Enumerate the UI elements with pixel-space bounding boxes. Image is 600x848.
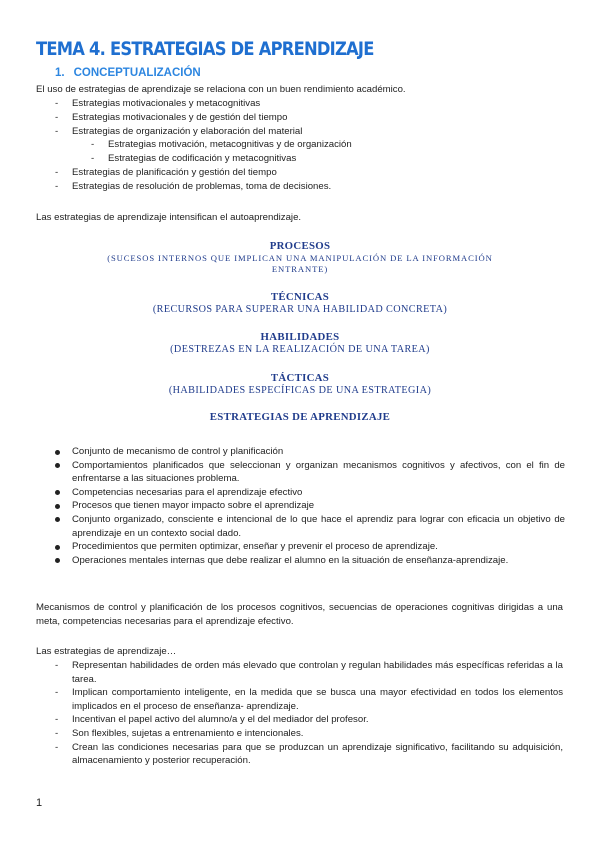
habilidades-desc: (DESTREZAS EN LA REALIZACIÓN DE UNA TAREA) bbox=[170, 344, 430, 355]
dash-marker: - bbox=[91, 153, 95, 165]
definition-text: Comportamientos planificados que seleccionan y organizan mecanismos cognitivos y afectivos, con el fin de enfrentarse a las situaciones problema. bbox=[72, 459, 565, 485]
definition-text: Operaciones mentales internas que debe realizar el alumno en la situación de enseñanza-aprendizaje. bbox=[72, 554, 509, 566]
list-item bbox=[55, 166, 565, 180]
tacticas-desc: (HABILIDADES ESPECÍFICAS DE UNA ESTRATEGIA) bbox=[168, 385, 432, 396]
estrategias-title: ESTRATEGIAS DE APRENDIZAJE bbox=[209, 411, 391, 423]
bullet-dot-icon bbox=[55, 450, 60, 455]
dash-marker: - bbox=[55, 111, 59, 123]
sub-list-item bbox=[91, 152, 565, 166]
characteristic-text: Representan habilidades de orden más elevado que controlan y regulan habilidades más específicas referidas a la tarea. bbox=[72, 660, 563, 685]
characteristic-text: Son flexibles, sujetas a entrenamiento e intencionales. bbox=[72, 727, 304, 739]
definition-item bbox=[55, 513, 565, 540]
definition-item bbox=[55, 554, 565, 568]
list-item bbox=[55, 180, 565, 194]
intensify-text: Las estrategias de aprendizaje intensifican el autoaprendizaje. bbox=[36, 212, 302, 223]
characteristic-text: Implican comportamiento inteligente, en la medida que se busca una mayor efectividad en todos los elementos implicados en el proceso de enseñanza- aprendizaje. bbox=[72, 687, 563, 712]
definitions-list bbox=[55, 445, 565, 567]
bullet-dot-icon bbox=[55, 490, 60, 495]
definition-text: Conjunto de mecanismo de control y planificación bbox=[72, 446, 284, 457]
list-item-text: Estrategias motivacionales y metacognitivas bbox=[72, 98, 261, 109]
sub-list-item bbox=[91, 138, 565, 152]
dash-marker: - bbox=[55, 714, 59, 726]
tacticas-title: TÁCTICAS bbox=[270, 372, 330, 384]
page-number: 1 bbox=[36, 797, 43, 809]
bullet-dot-icon bbox=[55, 504, 60, 509]
estrategias-block bbox=[0, 411, 600, 424]
dash-marker: - bbox=[55, 180, 59, 192]
list-item-text: Estrategias motivacionales y de gestión del tiempo bbox=[72, 111, 288, 123]
dash-marker: - bbox=[55, 687, 59, 699]
summary-paragraph: Mecanismos de control y planificación de los procesos cognitivos, secuencias de operaciones cognitivas dirigidas a una meta, competencias necesarias para el aprendizaje efectivo. bbox=[36, 602, 563, 627]
list-item bbox=[55, 111, 565, 125]
habilidades-block bbox=[0, 331, 600, 357]
definition-text: Competencias necesarias para el aprendizaje efectivo bbox=[72, 486, 303, 498]
list-item-text: Estrategias de resolución de problemas, toma de decisiones. bbox=[72, 180, 332, 192]
definition-item bbox=[55, 540, 565, 554]
section-heading bbox=[55, 67, 201, 79]
dash-marker: - bbox=[55, 741, 59, 753]
list-item-text: Estrategias motivación, metacognitivas y de organización bbox=[108, 139, 352, 151]
procesos-desc-line2: ENTRANTE) bbox=[271, 264, 329, 274]
definition-item bbox=[55, 499, 565, 513]
tecnicas-title: TÉCNICAS bbox=[270, 291, 330, 303]
dash-marker: - bbox=[55, 660, 59, 671]
list-item-text: Estrategias de organización y elaboración del material bbox=[72, 125, 303, 137]
characteristic-text: Incentivan el papel activo del alumno/a y el del mediador del profesor. bbox=[72, 714, 369, 726]
dash-marker: - bbox=[55, 125, 59, 137]
tecnicas-desc: (RECURSOS PARA SUPERAR UNA HABILIDAD CONCRETA) bbox=[152, 304, 448, 315]
habilidades-title: HABILIDADES bbox=[260, 331, 340, 343]
bullet-dot-icon bbox=[55, 463, 60, 468]
characteristic-item bbox=[55, 659, 563, 686]
characteristics-list bbox=[55, 659, 563, 768]
characteristic-item bbox=[55, 727, 563, 741]
dash-marker: - bbox=[55, 727, 59, 739]
dash-marker: - bbox=[55, 98, 59, 109]
list-item-text: Estrategias de planificación y gestión del tiempo bbox=[72, 166, 277, 178]
bullet-dot-icon bbox=[55, 545, 60, 550]
characteristic-item bbox=[55, 686, 563, 713]
tacticas-block bbox=[0, 372, 600, 398]
characteristic-item bbox=[55, 741, 563, 768]
definition-text: Procedimientos que permiten optimizar, enseñar y prevenir el proceso de aprendizaje. bbox=[72, 541, 438, 553]
characteristic-item bbox=[55, 713, 563, 727]
list-item bbox=[55, 97, 565, 111]
procesos-desc-line1: (SUCESOS INTERNOS QUE IMPLICAN UNA MANIPULACIÓN DE LA INFORMACIÓN bbox=[107, 253, 493, 263]
tecnicas-block bbox=[0, 291, 600, 317]
definition-item bbox=[55, 459, 565, 486]
section-number: 1. bbox=[55, 67, 65, 79]
characteristic-text: Crean las condiciones necesarias para que se produzcan un aprendizaje significativo, facilitando su adquisición, almacenamiento y posterior recuperación. bbox=[72, 741, 563, 767]
list-item-text: Estrategias de codificación y metacognitivas bbox=[108, 153, 297, 165]
procesos-block bbox=[0, 240, 600, 275]
strategies-list bbox=[55, 97, 565, 194]
definition-text: Conjunto organizado, consciente e intencional de lo que hace el aprendiz para lograr con eficacia un objetivo de aprendizaje en un contexto social dado. bbox=[72, 513, 565, 539]
bullet-dot-icon bbox=[55, 517, 60, 522]
definition-item bbox=[55, 445, 565, 459]
list-item bbox=[55, 125, 565, 139]
section-label: CONCEPTUALIZACIÓN bbox=[73, 67, 201, 79]
intro-text: El uso de estrategias de aprendizaje se relaciona con un buen rendimiento académico. bbox=[36, 84, 406, 95]
dash-marker: - bbox=[55, 166, 59, 178]
bullet-dot-icon bbox=[55, 558, 60, 563]
page-title: TEMA 4. ESTRATEGIAS DE APRENDIZAJE bbox=[36, 38, 374, 60]
characteristics-intro: Las estrategias de aprendizaje… bbox=[36, 646, 177, 657]
definition-item bbox=[55, 486, 565, 500]
definition-text: Procesos que tienen mayor impacto sobre el aprendizaje bbox=[72, 500, 315, 512]
dash-marker: - bbox=[91, 139, 95, 151]
procesos-title: PROCESOS bbox=[269, 240, 331, 252]
